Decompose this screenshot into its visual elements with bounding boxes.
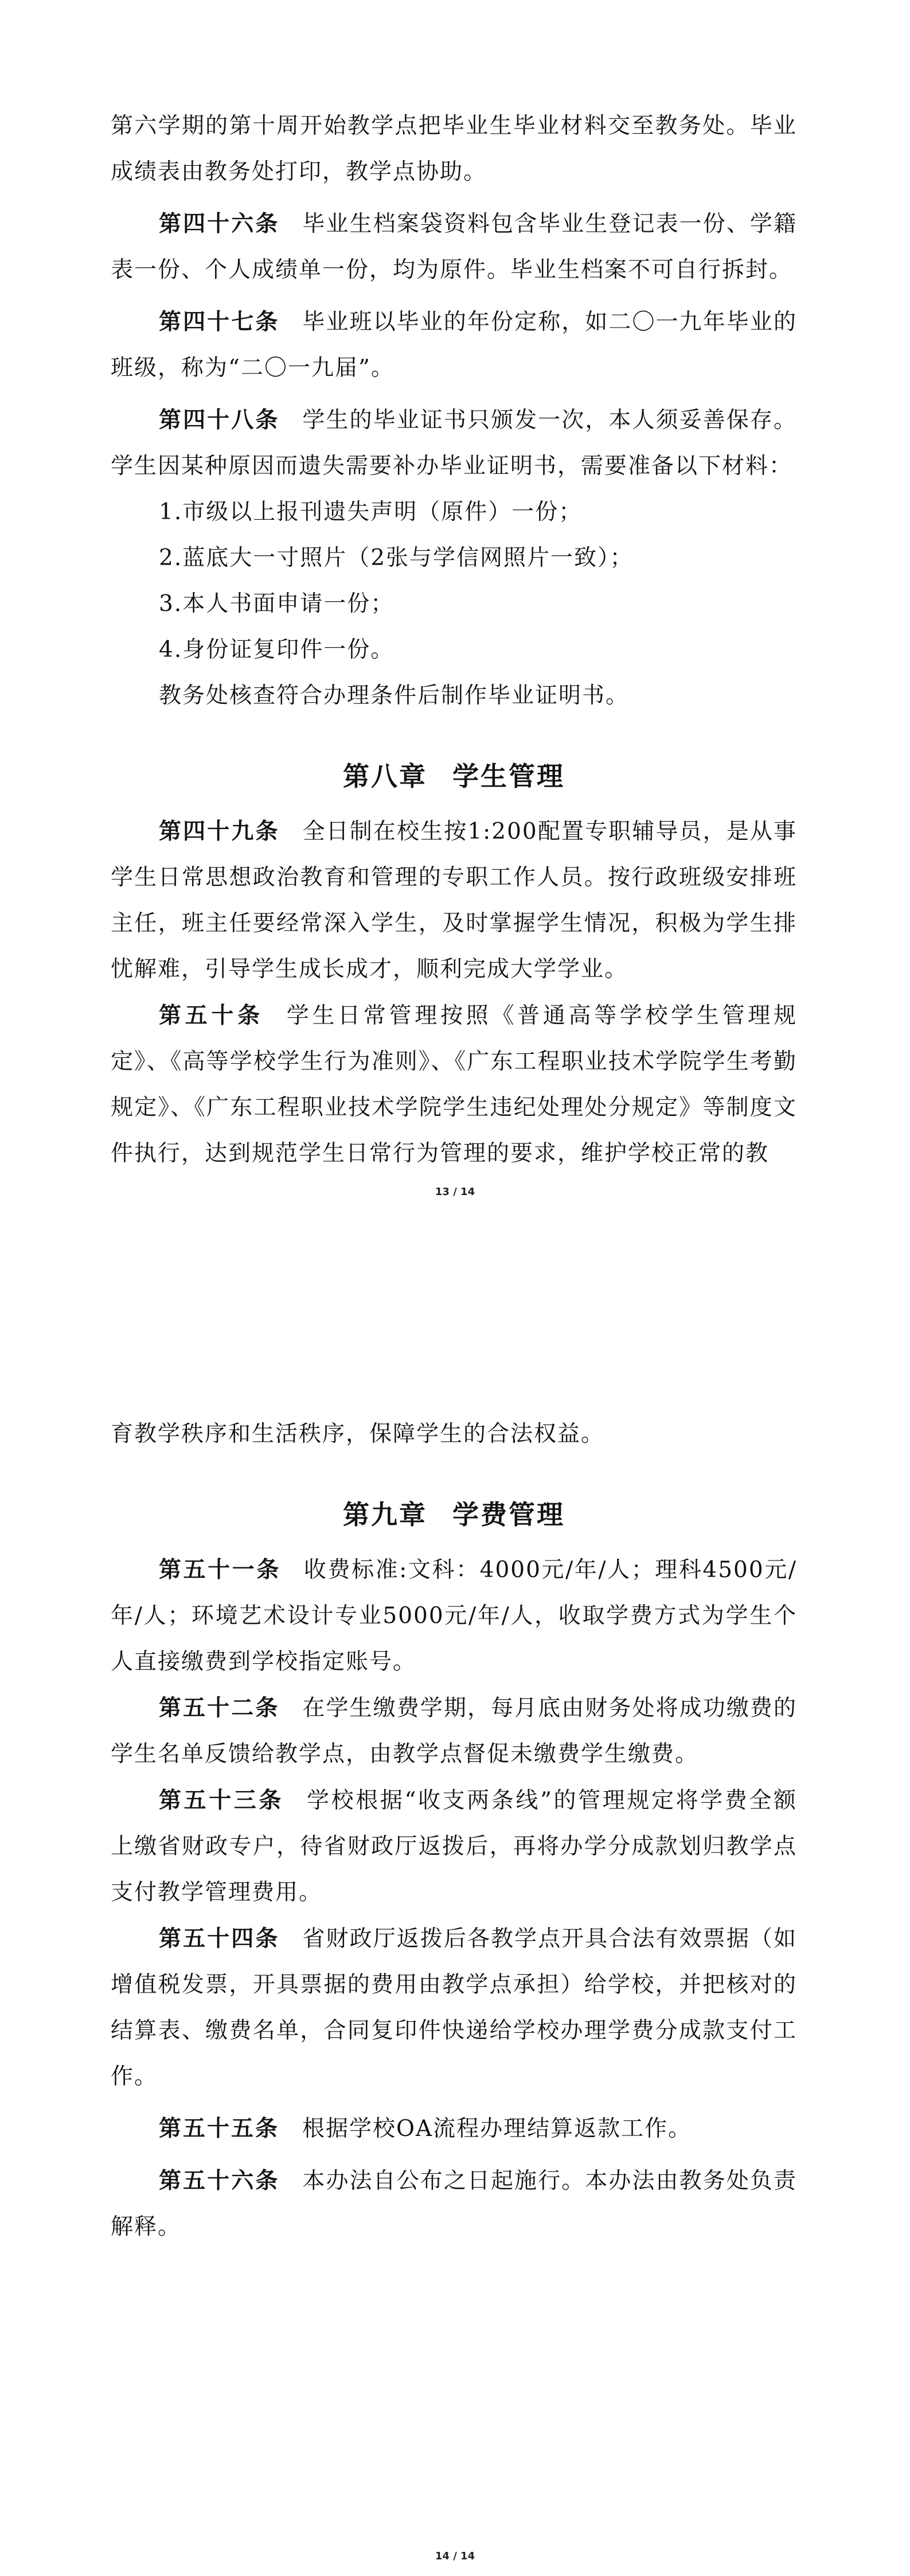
article-text: 学校根据“收支两条线”的管理规定将学费全额上缴省财政专户，待省财政厅返拨后，再将办学分成款划归教学点支付教学管理费用。 [111, 1788, 797, 1905]
list-item: 2.蓝底大一寸照片（2张与学信网照片一致）； [159, 545, 634, 571]
article-text: 收费标准:文科：4000元/年/人；理科4500元/年/人；环境艺术设计专业5000元/年/人，收取学费方式为学生个人直接缴费到学校指定账号。 [111, 1557, 797, 1675]
article-50 [111, 993, 797, 1177]
article-title: 第四十七条 [159, 309, 280, 335]
article-text: 学生的毕业证书只颁发一次，本人须妥善保存。学生因某种原因而遗失需要补办毕业证明书，需要准备以下材料： [111, 407, 797, 479]
article-52 [111, 1685, 797, 1777]
chapter-name: 学生管理 [452, 761, 565, 792]
chapter-number: 第八章 [343, 761, 427, 792]
article-title: 第五十六条 [159, 2168, 280, 2194]
article-55 [111, 2106, 797, 2152]
article-text: 毕业班以毕业的年份定称，如二〇一九年毕业的班级，称为“二〇一九届”。 [111, 309, 797, 381]
document-page-14 [0, 1279, 910, 2576]
article-53 [111, 1777, 797, 1916]
article-47 [111, 299, 797, 391]
page-13-body [111, 103, 797, 1177]
article-title: 第五十条 [159, 1002, 264, 1029]
article-title: 第五十四条 [159, 1925, 280, 1952]
page-number: 13 / 14 [435, 1186, 475, 1198]
article-49 [111, 808, 797, 993]
article-46 [111, 201, 797, 293]
article-text: 省财政厅返拨后各教学点开具合法有效票据（如增值税发票，开具票据的费用由教学点承担）给学校，并把核对的结算表、缴费名单，合同复印件快递给学校办理学费分成款支付工作。 [111, 1926, 797, 2089]
article-title: 第五十一条 [159, 1557, 281, 1583]
chapter-heading-9 [111, 1492, 797, 1538]
document-page-13 [0, 0, 910, 1279]
article-48-closing: 教务处核查符合办理条件后制作毕业证明书。 [159, 683, 630, 709]
article-text: 根据学校OA流程办理结算返款工作。 [302, 2116, 692, 2142]
article-title: 第四十六条 [159, 211, 280, 237]
list-item: 1.市级以上报刊遗失声明（原件）一份； [159, 499, 583, 525]
article-title: 第四十九条 [159, 818, 280, 845]
article-text: 在学生缴费学期，每月底由财务处将成功缴费的学生名单反馈给教学点，由教学点督促未缴费学生缴费。 [111, 1695, 797, 1767]
continued-paragraph: 育教学秩序和生活秩序，保障学生的合法权益。 [111, 1421, 605, 1447]
article-title: 第五十三条 [159, 1787, 284, 1814]
article-text: 本办法自公布之日起施行。本办法由教务处负责解释。 [111, 2168, 797, 2240]
article-48 [111, 397, 797, 489]
list-item: 4.身份证复印件一份。 [159, 637, 395, 663]
continued-paragraph: 第六学期的第十周开始教学点把毕业生毕业材料交至教务处。毕业成绩表由教务处打印，教学点协助。 [111, 113, 797, 185]
chapter-name: 学费管理 [452, 1499, 565, 1530]
list-item: 3.本人书面申请一份； [159, 591, 395, 617]
article-text: 毕业生档案袋资料包含毕业生登记表一份、学籍表一份、个人成绩单一份，均为原件。毕业生档案不可自行拆封。 [111, 211, 797, 283]
article-56 [111, 2158, 797, 2250]
chapter-heading-8 [111, 753, 797, 799]
chapter-number: 第九章 [343, 1499, 427, 1530]
article-title: 第五十二条 [159, 1695, 280, 1721]
article-text: 学生日常管理按照《普通高等学校学生管理规定》、《高等学校学生行为准则》、《广东工程职业技术学院学生考勤规定》、《广东工程职业技术学院学生违纪处理处分规定》等制度文件执行，达到规范学生日常行为管理的要求，维护学校正常的教 [111, 1003, 797, 1166]
article-title: 第四十八条 [159, 407, 280, 433]
article-title: 第五十五条 [159, 2115, 280, 2142]
article-51 [111, 1547, 797, 1685]
page-14-body [111, 1411, 797, 2250]
article-text: 全日制在校生按1:200配置专职辅导员，是从事学生日常思想政治教育和管理的专职工作人员。按行政班级安排班主任，班主任要经常深入学生，及时掌握学生情况，积极为学生排忧解难，引导学生成长成才，顺利完成大学学业。 [111, 819, 797, 982]
page-number: 14 / 14 [435, 2550, 475, 2562]
article-54 [111, 1916, 797, 2100]
